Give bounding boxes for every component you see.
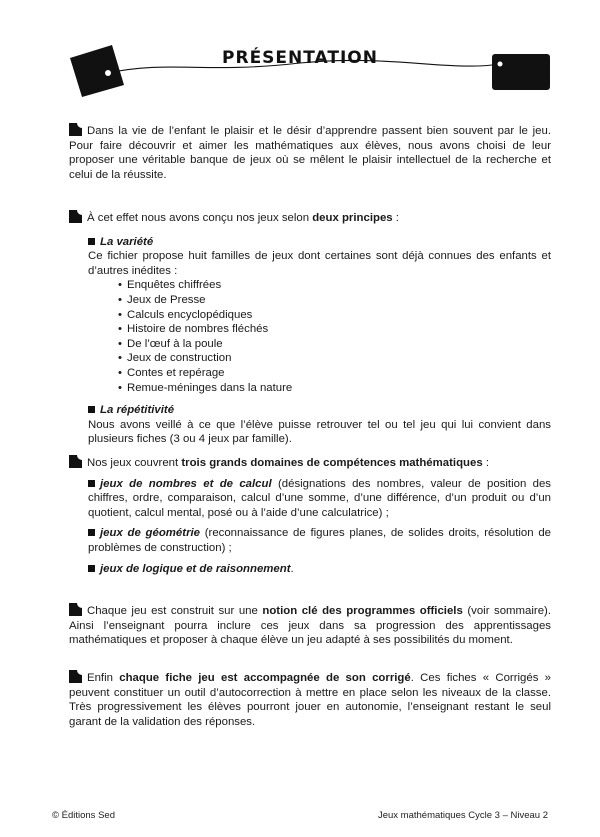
- footer-publisher: © Éditions Sed: [52, 810, 115, 821]
- intro-section: [69, 123, 551, 182]
- square-bullet-icon: [88, 480, 95, 487]
- section-marker-icon: [69, 603, 82, 616]
- square-bullet-icon: [88, 565, 95, 572]
- family-item: • Histoire de nombres fléchés: [118, 322, 551, 337]
- page-header: [0, 0, 600, 110]
- section-marker-icon: [69, 123, 82, 136]
- corrections-section: [69, 670, 551, 729]
- right-tag-icon: [492, 54, 550, 90]
- domain-logic: jeux de logique et de raisonnement.: [88, 562, 551, 577]
- variety-text: Ce fichier propose huit familles de jeux dont certaines sont déjà connues des enfants et d’autres inédites :: [88, 250, 551, 277]
- domains-lead: Nos jeux couvrent trois grands domaines de compétences mathématiques :: [69, 455, 551, 471]
- family-item: • Calculs encyclopédiques: [118, 308, 551, 323]
- footer-series: Jeux mathématiques Cycle 3 – Niveau 2: [377, 810, 548, 821]
- section-marker-icon: [69, 210, 82, 223]
- repetition-text: Nous avons veillé à ce que l’élève puisse retrouver tel ou tel jeu qui lui convient dans plusieurs fiches (3 ou 4 jeux par famille).: [88, 418, 551, 446]
- square-bullet-icon: [88, 529, 95, 536]
- domain-numbers: jeux de nombres et de calcul (désignations des nombres, valeur de position des chiffres, ordre, comparaison, calcul d’une somme, d’une différence, d’un produit ou d’un quotient, calcul mental, posé ou à l’aide d’une calculatrice) ;: [88, 477, 551, 519]
- family-item: • Remue-méninges dans la nature: [118, 381, 551, 396]
- page-title: PRÉSENTATION: [222, 48, 378, 68]
- left-tag-icon: [70, 45, 124, 97]
- domain-geometry: jeux de géométrie (reconnaissance de figures planes, de solides droits, résolution de problèmes de construction) ;: [88, 527, 551, 554]
- family-item: • De l’œuf à la poule: [118, 337, 551, 352]
- corrections-paragraph: Enfin chaque fiche jeu est accompagnée de son corrigé. Ces fiches « Corrigés » peuvent constituer un outil d’autocorrection à mettre en place selon les niveaux de la classe. Très progressivement les élèves pourront jouer en autonomie, l’enseignant restant le seul garant de la validation des réponses.: [69, 672, 551, 728]
- principles-section: [69, 210, 551, 447]
- section-marker-icon: [69, 670, 82, 683]
- intro-paragraph: Dans la vie de l’enfant le plaisir et le désir d’apprendre passent bien souvent par le jeu. Pour faire découvrir et aimer les mathématiques aux élèves, nous avons choisi de leur proposer une véritable banque de jeux où se mêlent le plaisir intellectuel de la recherche et celui de la réussite.: [69, 125, 551, 181]
- principles-lead: À cet effet nous avons conçu nos jeux selon deux principes :: [69, 210, 551, 226]
- family-item: • Enquêtes chiffrées: [118, 278, 551, 293]
- family-item: • Jeux de construction: [118, 351, 551, 366]
- variety-heading: La variété: [88, 235, 551, 250]
- variety-block: [88, 235, 551, 396]
- domains-section: [69, 455, 551, 576]
- repetition-heading: La répétitivité: [88, 403, 551, 418]
- programs-paragraph: Chaque jeu est construit sur une notion clé des programmes officiels (voir sommaire). Ainsi l’enseignant pourra inclure ces jeux dans sa progression des apprentissages mathématiques et proposer à chaque élève un jeu adapté à ses possibilités du moment.: [69, 605, 551, 647]
- family-item: • Contes et repérage: [118, 366, 551, 381]
- families-list: [88, 278, 551, 395]
- section-marker-icon: [69, 455, 82, 468]
- square-bullet-icon: [88, 406, 95, 413]
- square-bullet-icon: [88, 238, 95, 245]
- repetition-block: [88, 403, 551, 447]
- programs-section: [69, 603, 551, 648]
- family-item: • Jeux de Presse: [118, 293, 551, 308]
